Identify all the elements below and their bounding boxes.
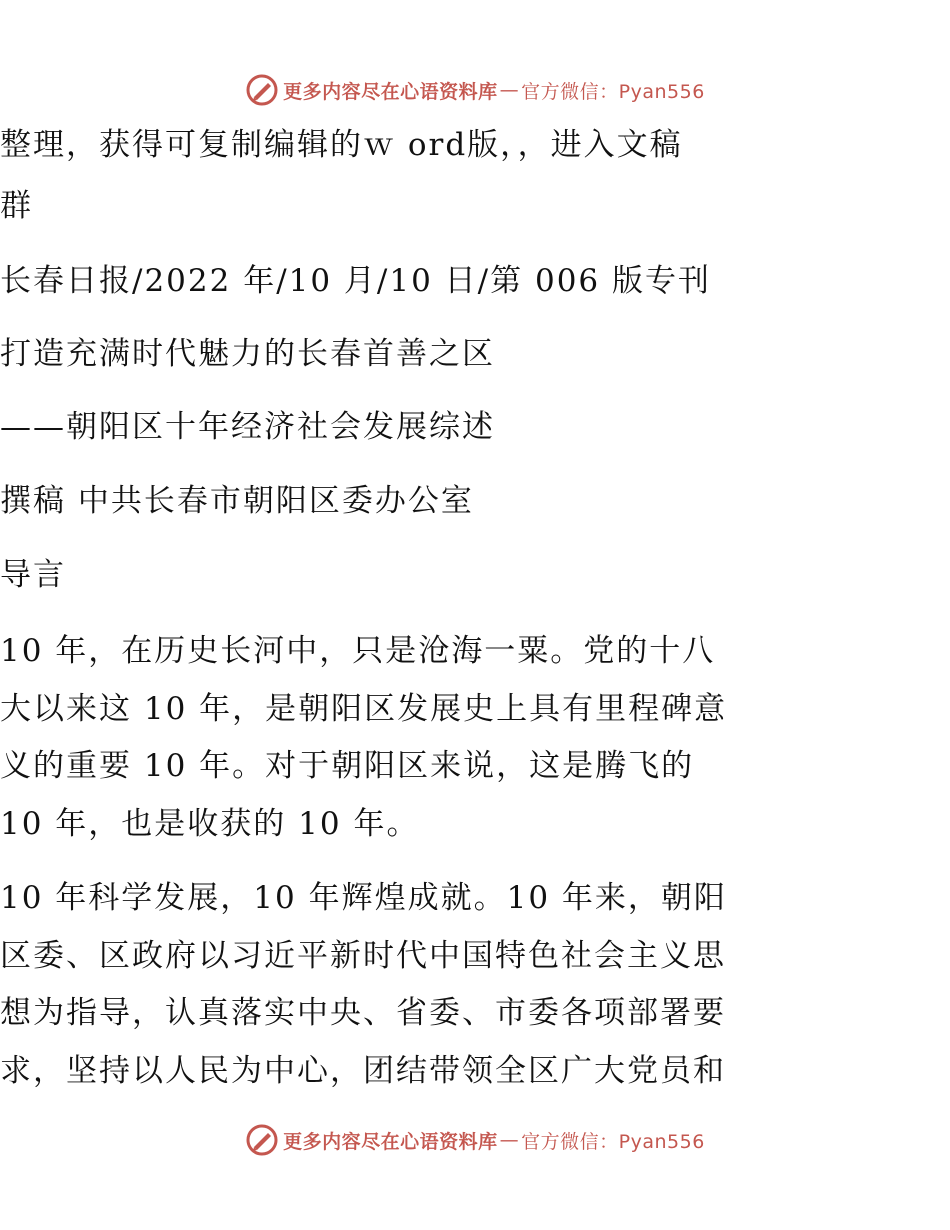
document-title: 打造充满时代魅力的长春首善之区 bbox=[0, 336, 495, 372]
seal-logo-icon bbox=[245, 1123, 279, 1157]
paragraph-1-line: 义的重要 10 年。对于朝阳区来说，这是腾飞的 bbox=[0, 748, 695, 784]
header-watermark bbox=[0, 70, 950, 110]
paragraph-1-line: 10 年，也是收获的 10 年。 bbox=[0, 806, 420, 842]
watermark-dash: — bbox=[499, 1129, 520, 1151]
intro-line-2: 群 bbox=[0, 188, 33, 224]
document-subtitle: ——朝阳区十年经济社会发展综述 bbox=[0, 409, 495, 445]
section-heading: 导言 bbox=[0, 557, 66, 593]
paragraph-2-line: 区委、区政府以习近平新时代中国特色社会主义思 bbox=[0, 938, 726, 974]
source-line: 长春日报/2022 年/10 月/10 日/第 006 版专刊 bbox=[0, 263, 712, 299]
intro-line-1: 整理，获得可复制编辑的ｗ ord版，，进入文稿 bbox=[0, 127, 683, 163]
paragraph-1-line: 大以来这 10 年，是朝阳区发展史上具有里程碑意 bbox=[0, 691, 728, 727]
watermark-main-text: 更多内容尽在心语资料库 bbox=[283, 1130, 498, 1153]
author-line: 撰稿 中共长春市朝阳区委办公室 bbox=[0, 483, 474, 519]
watermark-dash: — bbox=[499, 79, 520, 101]
paragraph-1-line: 10 年，在历史长河中，只是沧海一粟。党的十八 bbox=[0, 633, 716, 669]
watermark-contact-text: 官方微信：Pyan556 bbox=[521, 1130, 705, 1153]
watermark-contact-text: 官方微信：Pyan556 bbox=[521, 80, 705, 103]
watermark-main-text: 更多内容尽在心语资料库 bbox=[283, 80, 498, 103]
paragraph-2-line: 10 年科学发展，10 年辉煌成就。10 年来，朝阳 bbox=[0, 880, 727, 916]
paragraph-2-line: 求，坚持以人民为中心，团结带领全区广大党员和 bbox=[0, 1053, 726, 1089]
seal-logo-icon bbox=[245, 73, 279, 107]
paragraph-2-line: 想为指导，认真落实中央、省委、市委各项部署要 bbox=[0, 995, 726, 1031]
footer-watermark bbox=[0, 1120, 950, 1160]
